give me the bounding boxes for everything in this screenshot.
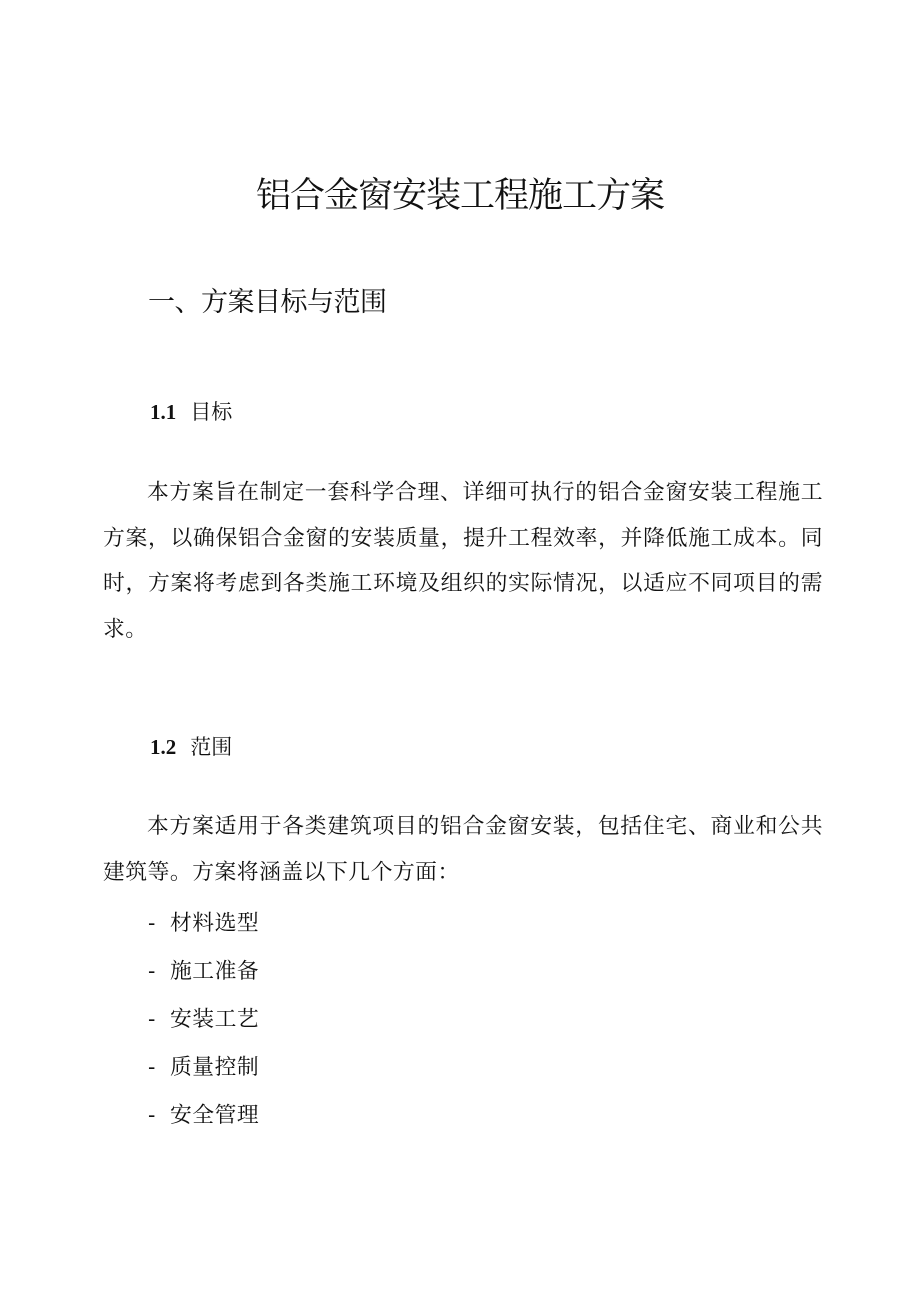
list-marker: - (148, 1055, 156, 1080)
subsection-number: 1.2 (150, 735, 177, 759)
subsection-heading-goal (150, 395, 232, 429)
subsection-heading-scope (150, 730, 232, 764)
list-marker: - (148, 1007, 156, 1032)
list-item-text: 质量控制 (170, 1055, 260, 1080)
list-marker: - (148, 959, 156, 984)
section-heading: 一、方案目标与范围 (148, 287, 387, 318)
list-item-text: 施工准备 (170, 959, 260, 984)
list-item (148, 1092, 259, 1140)
subsection-title: 范围 (190, 735, 233, 759)
list-item-text: 安全管理 (170, 1103, 260, 1128)
list-item (148, 948, 259, 996)
subsection-title: 目标 (190, 400, 233, 424)
list-marker: - (148, 911, 156, 936)
list-item (148, 996, 259, 1044)
scope-list (148, 900, 259, 1140)
document-title: 铝合金窗安装工程施工方案 (255, 176, 664, 216)
goal-paragraph: 本方案旨在制定一套科学合理、详细可执行的铝合金窗安装工程施工方案，以确保铝合金窗的安装质量，提升工程效率，并降低施工成本。同时，方案将考虑到各类施工环境及组织的实际情况，以适应不同项目的需求。 (103, 480, 823, 642)
list-item (148, 1044, 259, 1092)
list-marker: - (148, 1103, 156, 1128)
list-item (148, 900, 259, 948)
list-item-text: 材料选型 (170, 911, 260, 936)
scope-paragraph: 本方案适用于各类建筑项目的铝合金窗安装，包括住宅、商业和公共建筑等。方案将涵盖以下几个方面： (103, 814, 823, 885)
list-item-text: 安装工艺 (170, 1007, 260, 1032)
subsection-number: 1.1 (150, 400, 177, 424)
